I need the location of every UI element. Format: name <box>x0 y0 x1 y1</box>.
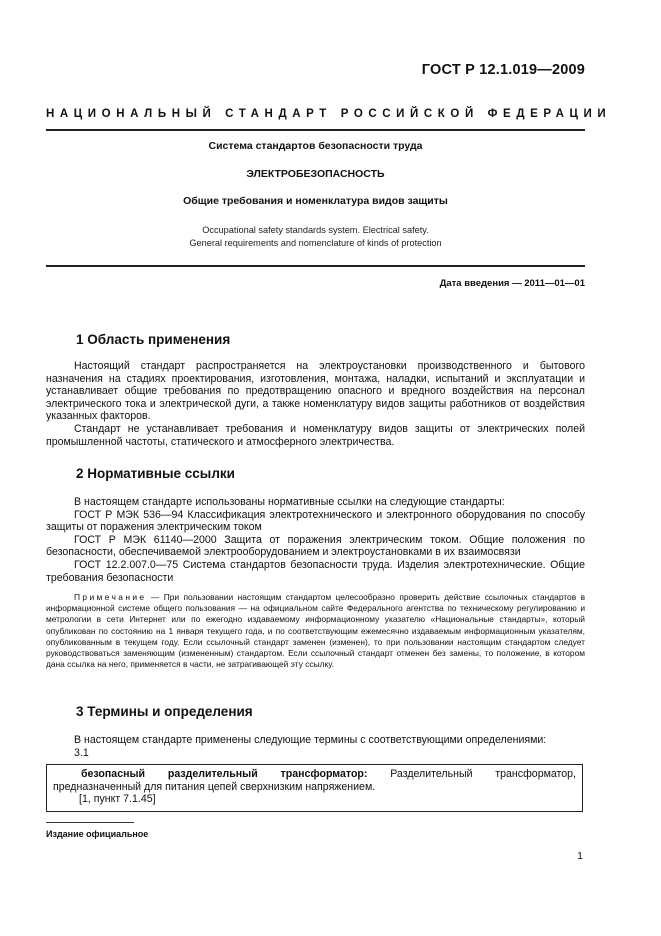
english-title-line-2: General requirements and nomenclature of kinds of protection <box>189 238 442 248</box>
sub-title: Общие требования и номенклатура видов защиты <box>183 195 448 207</box>
header-rule <box>46 129 585 131</box>
introduction-date: Дата введения — 2011—01—01 <box>439 278 585 289</box>
reference-gost-12-2-007-0: ГОСТ 12.2.007.0—75 Система стандартов безопасности труда. Изделия электротехнические. Общие требования безопасности <box>46 558 585 584</box>
term-definition: Разделительный трансформатор, предназначенный для питания цепей сверхнизким напряжением. <box>53 768 576 793</box>
main-title: ЭЛЕКТРОБЕЗОПАСНОСТЬ <box>246 168 385 180</box>
system-title: Система стандартов безопасности труда <box>208 140 423 152</box>
term-name: безопасный разделительный трансформатор: <box>81 768 368 780</box>
edition-label: Издание официальное <box>46 829 149 839</box>
term-reference: [1, пункт 7.1.45] <box>79 793 156 806</box>
footer-rule <box>46 822 134 823</box>
section-1-paragraph-1: Настоящий стандарт распространяется на электроустановки производственного и бытового назначения на стадиях проектирования, изготовления, монтажа, наладки, испытаний и эксплуатации и устанавливает общие требования по предотвращению опасного и вредного воздействия на персонал электрического тока и электрической дуги, а также номенклатуру видов защиты работников от воздействия указанных факторов. <box>46 360 585 423</box>
term-definition-box <box>46 764 583 812</box>
section-1-paragraph-2: Стандарт не устанавливает требования и номенклатуру видов защиты от электрических полей промышленной частоты, статического и атмосферного электричества. <box>46 422 585 448</box>
section-2-note <box>46 592 585 670</box>
section-3-paragraph-1: В настоящем стандарте применены следующие термины с соответствующими определениями: <box>74 734 547 746</box>
term-number: 3.1 <box>74 746 89 759</box>
doc-number: ГОСТ Р 12.1.019—2009 <box>421 62 585 78</box>
reference-gost-r-iec-61140: ГОСТ Р МЭК 61140—2000 Защита от поражения электрическим током. Общие положения по безопасности, обеспечиваемой электрооборудованием и электроустановками в их взаимосвязи <box>46 533 585 559</box>
section-2-body <box>46 496 585 584</box>
section-2-paragraph-1: В настоящем стандарте использованы нормативные ссылки на следующие стандарты: <box>74 496 505 508</box>
title-rule <box>46 265 585 267</box>
term-entry <box>53 768 576 793</box>
note-text: — При пользовании настоящим стандартом целесообразно проверить действие ссылочных стандартов в информационной системе общего пользования — на официальном сайте Федерального агентства по техническому регулированию и метрологии в сети Интернет или по ежегодно издаваемому информационному указателю «Национальные стандарты», который опубликован по состоянию на 1 января текущего года, и по соответствующим ежемесячно издаваемым информационным указателям, опубликованным в текущем году. Если ссылочный стандарт заменен (изменен), то при пользовании настоящим стандартом следует руководствоваться заменяющим (измененным) стандартом. Если ссылочный стандарт отменен без замены, то положение, в котором дана ссылка на него, применяется в части, не затрагивающей эту ссылку. <box>46 592 586 670</box>
reference-gost-r-iec-536: ГОСТ Р МЭК 536—94 Классификация электротехнического и электронного оборудования по способу защиты от поражения электрическим током <box>46 508 585 534</box>
page-number: 1 <box>577 850 583 862</box>
section-3-heading: 3 Термины и определения <box>76 704 253 719</box>
section-1-body <box>46 360 585 448</box>
english-title-line-1: Occupational safety standards system. Electrical safety. <box>202 225 429 235</box>
section-2-heading: 2 Нормативные ссылки <box>76 466 235 481</box>
section-3-body <box>46 734 585 759</box>
note-label: Примечание <box>74 592 147 602</box>
section-1-heading: 1 Область применения <box>76 332 231 347</box>
national-standard-banner: НАЦИОНАЛЬНЫЙ СТАНДАРТ РОССИЙСКОЙ ФЕДЕРАЦИИ <box>46 108 612 120</box>
english-title <box>46 224 585 250</box>
